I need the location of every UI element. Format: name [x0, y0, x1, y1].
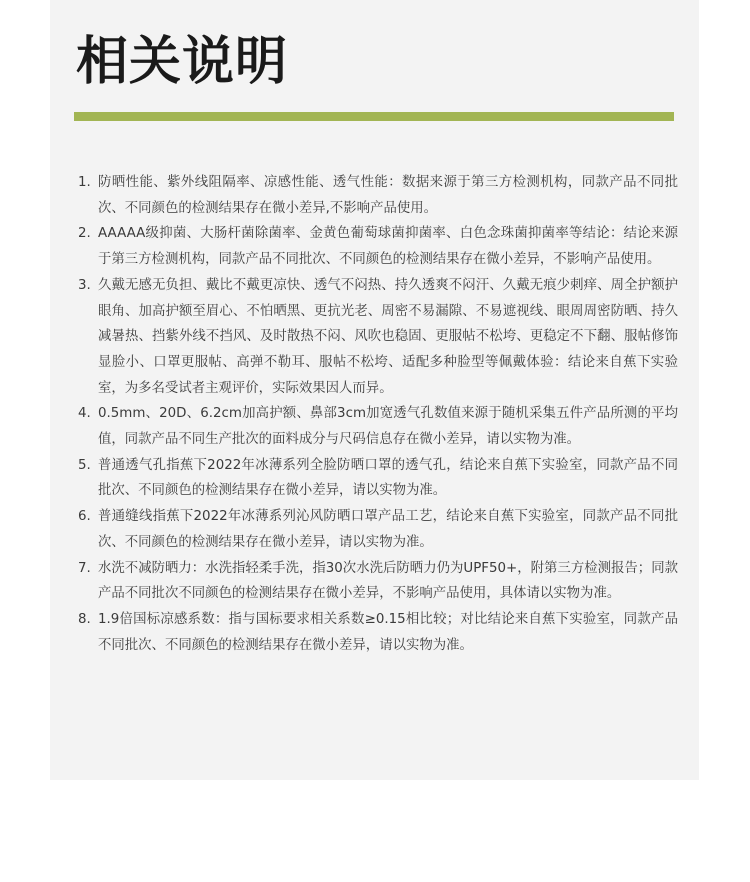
note-text: 普通缝线指蕉下2022年冰薄系列沁风防晒口罩产品工艺，结论来自蕉下实验室，同款产品不同批次、不同颜色的检测结果存在微小差异，请以实物为准。	[98, 509, 678, 550]
note-item	[78, 556, 678, 607]
note-number: 3.	[78, 277, 91, 293]
note-number: 6.	[78, 509, 91, 525]
note-number: 8.	[78, 611, 91, 627]
note-text: 普通透气孔指蕉下2022年冰薄系列全脸防晒口罩的透气孔，结论来自蕉下实验室，同款产品不同批次、不同颜色的检测结果存在微小差异，请以实物为准。	[98, 457, 678, 499]
note-item	[78, 453, 678, 504]
note-text: AAAAA级抑菌、大肠杆菌除菌率、金黄色葡萄球菌抑菌率、白色念珠菌抑菌率等结论：结论来源于第三方检测机构，同款产品不同批次、不同颜色的检测结果存在微小差异，不影响产品使用。	[98, 226, 678, 268]
page-title: 相关说明	[76, 32, 289, 92]
note-item	[78, 221, 678, 272]
note-text: 1.9倍国标凉感系数：指与国标要求相关系数≥0.15相比较；对比结论来自蕉下实验室，同款产品不同批次、不同颜色的检测结果存在微小差异，请以实物为准。	[98, 611, 678, 653]
note-text: 水洗不减防晒力：水洗指轻柔手洗，指30次水洗后防晒力仍为UPF50+，附第三方检测报告；同款产品不同批次不同颜色的检测结果存在微小差异，不影响产品使用，具体请以实物为准。	[98, 560, 678, 602]
notes-panel	[50, 0, 699, 780]
note-text: 久戴无感无负担、戴比不戴更凉快、透气不闷热、持久透爽不闷汗、久戴无痕少刺痒、周全护额护眼角、加高护额至眉心、不怕晒黑、更抗光老、周密不易漏隙、不易遮视线、眼周周密防晒、持久减暑热、挡紫外线不挡风、及时散热不闷、风吹也稳固、更服帖不松垮、更稳定不下翻、服帖修饰显脸小、口罩更服帖、高弹不勒耳、服帖不松垮、适配多种脸型等佩戴体验：结论来自蕉下实验室，为多名受试者主观评价，实际效果因人而异。	[98, 277, 678, 396]
note-item	[78, 607, 678, 658]
note-number: 7.	[78, 560, 91, 576]
note-text: 0.5mm、20D、6.2cm加高护额、鼻部3cm加宽透气孔数值来源于随机采集五件产品所测的平均值，同款产品不同生产批次的面料成分与尺码信息存在微小差异，请以实物为准。	[98, 406, 678, 448]
note-number: 5.	[78, 457, 91, 473]
note-item	[78, 170, 678, 221]
accent-divider	[74, 112, 674, 121]
note-item	[78, 273, 678, 402]
note-number: 1.	[78, 175, 91, 190]
note-text: 防晒性能、紫外线阻隔率、凉感性能、透气性能：数据来源于第三方检测机构，同款产品不同批次、不同颜色的检测结果存在微小差异,不影响产品使用。	[98, 175, 678, 216]
note-item	[78, 401, 678, 452]
note-number: 4.	[78, 406, 91, 422]
note-number: 2.	[78, 226, 91, 242]
note-item	[78, 504, 678, 555]
notes-list	[78, 170, 678, 658]
